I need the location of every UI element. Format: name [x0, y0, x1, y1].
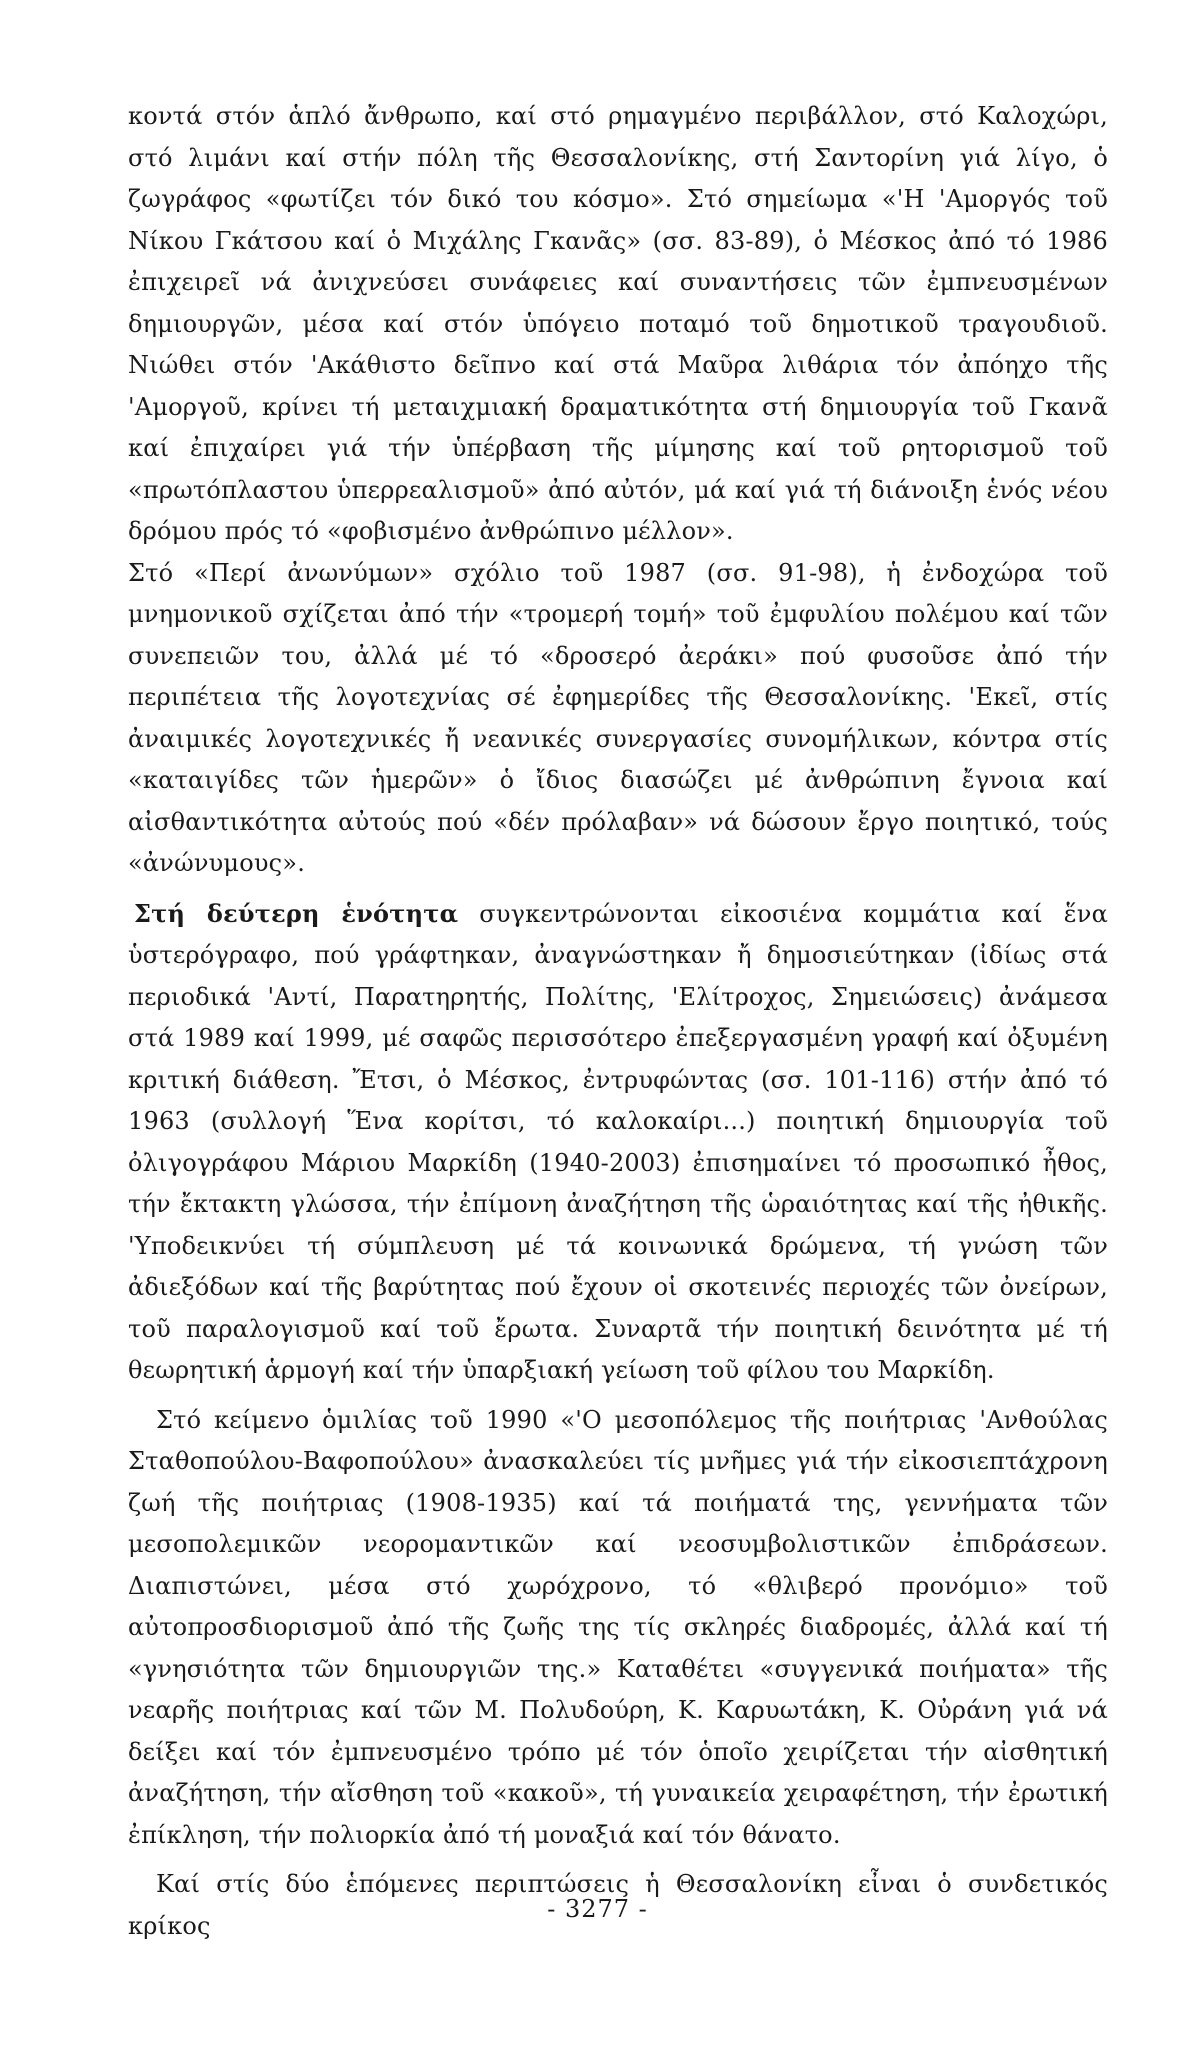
paragraph-1: κοντά στόν ἁπλό ἄνθρωπο, καί στό ρημαγμένο περιβάλλον, στό Καλοχώρι, στό λιμάνι καί στήν πόλη τῆς Θεσσαλονίκης, στή Σαντορίνη γιά λίγο, ὁ ζωγράφος «φωτίζει τόν δικό του κόσμο». Στό σημείωμα «'Η 'Αμοργός τοῦ Νίκου Γκάτσου καί ὁ Μιχάλης Γκανᾶς» (σσ. 83-89), ὁ Μέσκος ἀπό τό 1986 ἐπιχειρεῖ νά ἀνιχνεύσει συνάφειες καί συναντήσεις τῶν ἐμπνευσμένων δημιουργῶν, μέσα καί στόν ὑπόγειο ποταμό τοῦ δημοτικοῦ τραγουδιοῦ. Νιώθει στόν 'Ακάθιστο δεῖπνο καί στά Μαῦρα λιθάρια τόν ἀπόηχο τῆς 'Αμοργοῦ, κρίνει τή μεταιχμιακή δραματικότητα στή δημιουργία τοῦ Γκανᾶ καί ἐπιχαίρει γιά τήν ὑπέρβαση τῆς μίμησης καί τοῦ ρητορισμοῦ τοῦ «πρωτόπλαστου ὑπερρεαλισμοῦ» ἀπό αὐτόν, μά καί γιά τή διάνοιξη ἑνός νέου δρόμου πρός τό «φοβισμένο ἀνθρώπινο μέλλον». [128, 102, 1108, 545]
section-lead: Στή δεύτερη ἑνότητα [134, 898, 459, 928]
paragraph-2: Στό «Περί ἀνωνύμων» σχόλιο τοῦ 1987 (σσ. 91-98), ἡ ἐνδοχώρα τοῦ μνημονικοῦ σχίζεται ἀπό τήν «τρομερή τομή» τοῦ ἐμφυλίου πολέμου καί τῶν συνεπειῶν του, ἀλλά μέ τό «δροσερό ἀεράκι» πού φυσοῦσε ἀπό τήν περιπέτεια τῆς λογοτεχνίας σέ ἐφημερίδες τῆς Θεσσαλονίκης. 'Εκεῖ, στίς ἀναιμικές λογοτεχνικές ἤ νεανικές συνεργασίες συνομήλικων, κόντρα στίς «καταιγίδες τῶν ἡμερῶν» ὁ ἴδιος διασώζει μέ ἀνθρώπινη ἔγνοια καί αἰσθαντικότητα αὐτούς πού «δέν πρόλαβαν» νά δώσουν ἔργο ποιητικό, τούς «ἀνώνυμους». [128, 558, 1108, 877]
paragraph-3 [128, 893, 1108, 1392]
paragraph-3-text: συγκεντρώνονται εἰκοσιένα κομμάτια καί ἕνα ὑστερόγραφο, πού γράφτηκαν, ἀναγνώστηκαν ἤ δημοσιεύτηκαν (ἰδίως στά περιοδικά 'Αντί, Παρατηρητής, Πολίτης, 'Ελίτροχος, Σημειώσεις) ἀνάμεσα στά 1989 καί 1999, μέ σαφῶς περισσότερο ἐπεξεργασμένη γραφή καί ὀξυμένη κριτική διάθεση. Ἔτσι, ὁ Μέσκος, ἐντρυφώντας (σσ. 101-116) στήν ἀπό τό 1963 (συλλογή Ἕνα κορίτσι, τό καλοκαίρι...) ποιητική δημιουργία τοῦ ὀλιγογράφου Μάριου Μαρκίδη (1940-2003) ἐπισημαίνει τό προσωπικό ἦθος, τήν ἔκτακτη γλώσσα, τήν ἐπίμονη ἀναζήτηση τῆς ὡραιότητας καί τῆς ἠθικῆς. 'Υποδεικνύει τή σύμπλευση μέ τά κοινωνικά δρώμενα, τή γνώση τῶν ἀδιεξόδων καί τῆς βαρύτητας πού ἔχουν οἱ σκοτεινές περιοχές τῶν ὀνείρων, τοῦ παραλογισμοῦ καί τοῦ ἔρωτα. Συναρτᾶ τήν ποιητική δεινότητα μέ τή θεωρητική ἁρμογή καί τήν ὑπαρξιακή γείωση τοῦ φίλου του Μαρκίδη. [128, 899, 1108, 1384]
page-number: - 3277 - [547, 1895, 648, 1923]
paragraph-5: Καί στίς δύο ἑπόμενες περιπτώσεις ἡ Θεσσαλονίκη εἶναι ὁ συνδετικός κρίκος [128, 1870, 1108, 1940]
page-body [128, 96, 1108, 1947]
paragraph-4: Στό κείμενο ὁμιλίας τοῦ 1990 «'Ο μεσοπόλεμος τῆς ποιήτριας 'Ανθούλας Σταθοπούλου-Βαφοπούλου» ἀνασκαλεύει τίς μνῆμες γιά τήν εἰκοσιεπτάχρονη ζωή τῆς ποιήτριας (1908-1935) καί τά ποιήματά της, γεννήματα τῶν μεσοπολεμικῶν νεορομαντικῶν καί νεοσυμβολιστικῶν ἐπιδράσεων. Διαπιστώνει, μέσα στό χωρόχρονο, τό «θλιβερό προνόμιο» τοῦ αὐτοπροσδιορισμοῦ ἀπό τῆς ζωῆς της τίς σκληρές διαδρομές, ἀλλά καί τή «γνησιότητα τῶν δημιουργιῶν της.» Καταθέτει «συγγενικά ποιήματα» τῆς νεαρῆς ποιήτριας καί τῶν Μ. Πολυδούρη, Κ. Καρυωτάκη, Κ. Οὐράνη γιά νά δείξει καί τόν ἐμπνευσμένο τρόπο μέ τόν ὁποῖο χειρίζεται τήν αἰσθητική ἀναζήτηση, τήν αἴσθηση τοῦ «κακοῦ», τή γυναικεία χειραφέτηση, τήν ἐρωτική ἐπίκληση, τήν πολιορκία ἀπό τή μοναξιά καί τόν θάνατο. [128, 1405, 1108, 1849]
